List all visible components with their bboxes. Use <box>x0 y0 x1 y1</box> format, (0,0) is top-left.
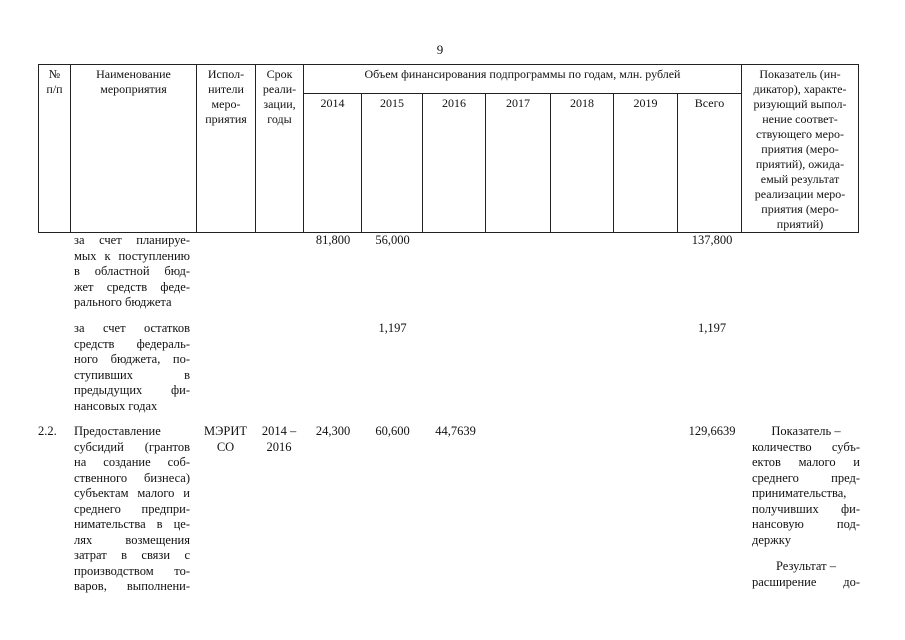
header-indicator-line: приятий), ожида- <box>755 157 845 171</box>
result-line: Результат – <box>775 559 836 573</box>
result-line: расширение до- <box>752 574 860 589</box>
header-term: Срок реали- зации, годы <box>256 65 304 233</box>
name-line: производством то- <box>74 563 190 578</box>
row3-2014: 24,300 <box>315 424 351 438</box>
row1-2014: 81,800 <box>315 233 351 247</box>
indicator-line: нансовую под- <box>752 517 860 531</box>
row3-total: 129,6639 <box>688 424 736 438</box>
name-line: мых к поступлению <box>74 248 190 263</box>
row2-2015: 1,197 <box>378 321 407 335</box>
row3-no: 2.2. <box>38 424 57 438</box>
indicator-line: принимательства, <box>752 486 847 500</box>
row3-name <box>74 424 190 595</box>
header-indicator-line: дикатор), характе- <box>753 82 847 96</box>
header-name: Наименование мероприятия <box>71 65 197 233</box>
indicator-line: получивших фи- <box>752 501 860 516</box>
row2-name <box>74 321 190 414</box>
row2-total: 1,197 <box>697 321 727 335</box>
header-total: Всего <box>678 93 742 233</box>
name-line: на создание соб- <box>74 455 190 469</box>
row3-indicator <box>752 424 860 548</box>
row1-2015: 56,000 <box>375 233 410 247</box>
header-year-2016: 2016 <box>423 93 486 233</box>
row3-term <box>255 424 303 455</box>
name-line: лях возмещения <box>74 532 190 547</box>
name-line: нансовых годах <box>74 398 158 413</box>
name-line: за счет остатков <box>74 321 190 335</box>
name-line: ступивших в <box>74 367 190 382</box>
header-indicator-line: Показатель (ин- <box>759 67 841 81</box>
header-year-2018: 2018 <box>551 93 614 233</box>
header-indicator-line: приятия (меро- <box>761 142 839 156</box>
header-indicator-line: ризующий выпол- <box>753 97 847 111</box>
row3-executors <box>196 424 255 455</box>
indicator-line: среднего пред- <box>752 470 860 485</box>
header-indicator-line: емый результат <box>760 172 840 186</box>
header-table <box>38 64 859 233</box>
name-line: субсидий (грантов <box>74 439 190 454</box>
term-line: 2016 <box>266 439 292 454</box>
header-year-2017: 2017 <box>486 93 551 233</box>
name-line: предыдущих фи- <box>74 383 190 397</box>
name-line: ственного бизнеса) <box>74 470 190 485</box>
name-line: в областной бюд- <box>74 264 190 278</box>
header-year-2019: 2019 <box>614 93 678 233</box>
name-line: затрат в связи с <box>74 548 190 562</box>
indicator-line: количество субъ- <box>752 439 860 454</box>
header-volume: Объем финансирования подпрограммы по годам, млн. рублей <box>304 65 742 94</box>
header-executors: Испол- нители меро- приятия <box>197 65 256 233</box>
term-line: 2014 – <box>261 424 297 438</box>
executor-line: СО <box>216 439 235 454</box>
row1-total: 137,800 <box>691 233 733 247</box>
name-line: средств федераль- <box>74 336 190 351</box>
name-line: рального бюджета <box>74 295 172 309</box>
header-no: № п/п <box>39 65 71 233</box>
header-year-2015: 2015 <box>362 93 423 233</box>
name-line: нимательства в це- <box>74 517 190 531</box>
row1-name <box>74 233 190 311</box>
header-indicator-line: приятия (меро- <box>761 202 839 216</box>
header-year-2014: 2014 <box>304 93 362 233</box>
row3-2016: 44,7639 <box>435 424 476 438</box>
header-indicator-line: приятий) <box>776 217 824 231</box>
name-line: жет средств феде- <box>74 279 190 294</box>
indicator-line: Показатель – <box>771 424 841 438</box>
header-indicator-line: ствующего меро- <box>756 127 844 141</box>
name-line: за счет планируе- <box>74 233 190 247</box>
page-number: 9 <box>436 42 444 57</box>
header-indicator-line: нение соответ- <box>762 112 838 126</box>
indicator-line: ектов малого и <box>752 455 860 469</box>
header-indicator <box>742 65 859 233</box>
name-line: ного бюджета, по- <box>74 352 190 366</box>
name-line: среднего предпри- <box>74 501 190 516</box>
row3-2015: 60,600 <box>375 424 410 438</box>
header-indicator-line: реализации меро- <box>754 187 846 201</box>
executor-line: МЭРИТ <box>204 424 247 438</box>
name-line: субъектам малого и <box>74 486 190 500</box>
name-line: Предоставление <box>74 424 161 438</box>
indicator-line: держку <box>752 532 791 547</box>
name-line: варов, выполнени- <box>74 579 190 593</box>
row3-result <box>752 559 860 590</box>
